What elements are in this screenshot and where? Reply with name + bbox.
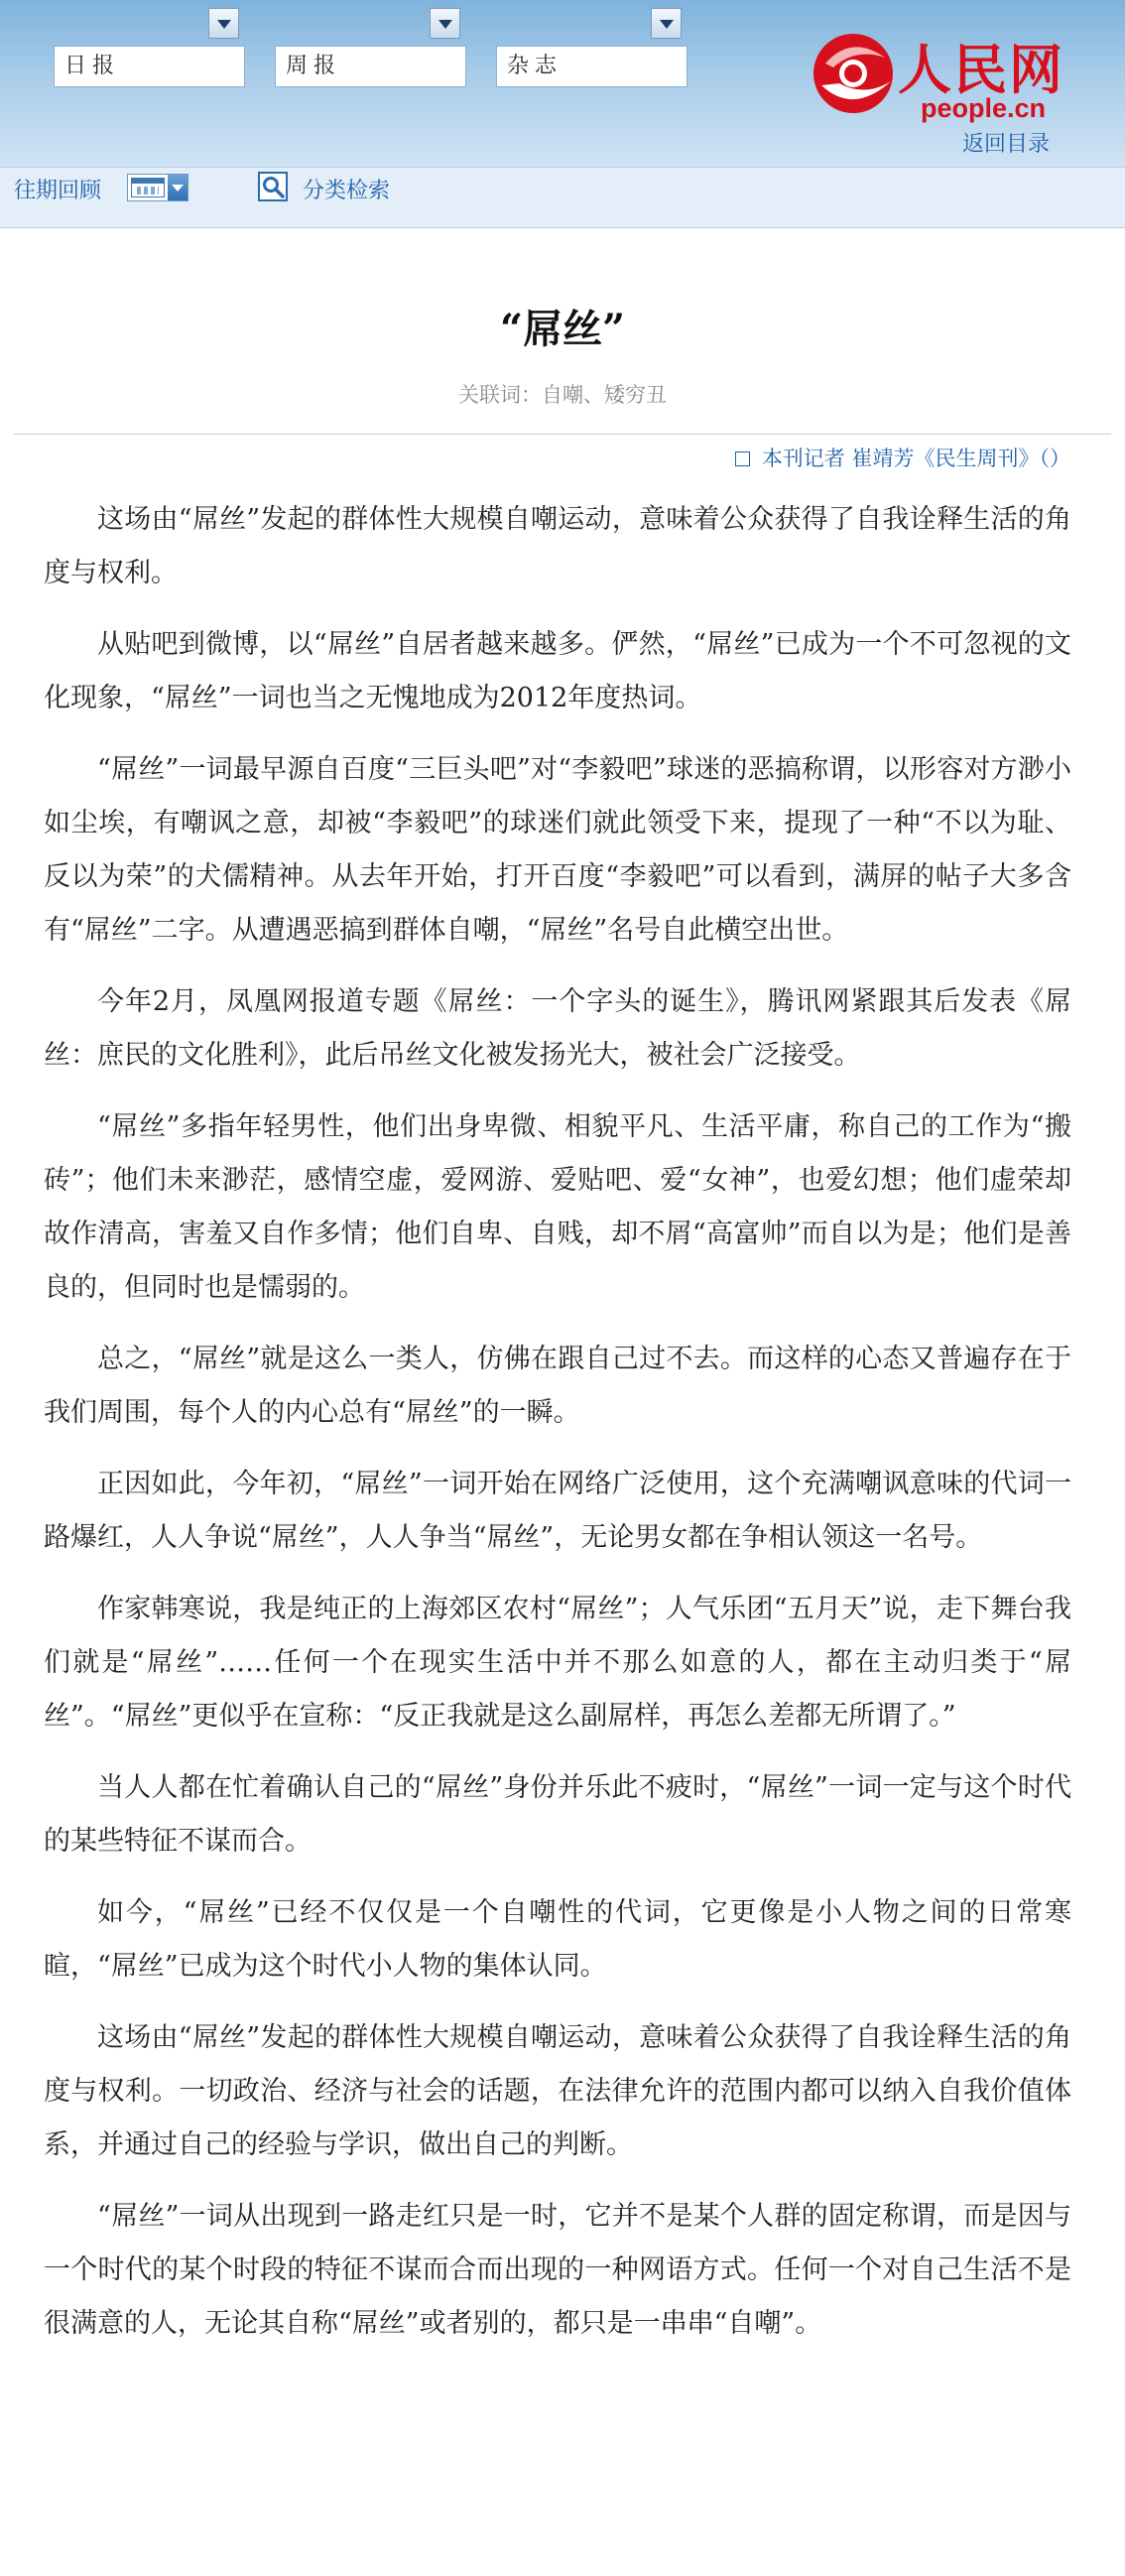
paragraph: 正因如此，今年初，“屌丝”一词开始在网络广泛使用，这个充满嘲讽意味的代词一路爆红，人人争说“屌丝”，人人争当“屌丝”，无论男女都在争相认领这一名号。 bbox=[44, 1469, 1071, 1553]
logo-url: people.cn bbox=[921, 93, 1047, 123]
toolbar bbox=[0, 167, 1125, 228]
article-body bbox=[44, 493, 1071, 2369]
article-byline bbox=[735, 443, 1070, 472]
logo-wordmark: 人民网 bbox=[898, 38, 1064, 101]
paragraph: 如今，“屌丝”已经不仅仅是一个自嘲性的代词，它更像是小人物之间的日常寒暄，“屌丝”已成为这个时代小人物的集体认同。 bbox=[44, 1897, 1071, 1982]
paragraph: 这场由“屌丝”发起的群体性大规模自嘲运动，意味着公众获得了自我诠释生活的角度与权利。一切政治、经济与社会的话题，在法律允许的范围内都可以纳入自我价值体系，并通过自己的经验与学识，做出自己的判断。 bbox=[44, 2022, 1071, 2160]
paragraph: 从贴吧到微博，以“屌丝”自居者越来越多。俨然，“屌丝”已成为一个不可忽视的文化现象，“屌丝”一词也当之无愧地成为2012年度热词。 bbox=[44, 629, 1071, 713]
search-icon[interactable] bbox=[258, 172, 288, 201]
calendar-dropdown-button[interactable] bbox=[127, 174, 188, 201]
weekly-select[interactable]: 周报 bbox=[275, 46, 466, 87]
daily-select[interactable]: 日报 bbox=[54, 46, 245, 87]
back-to-contents-link[interactable]: 返回目录 bbox=[962, 132, 1051, 157]
title-divider bbox=[14, 434, 1111, 435]
magazine-dropdown-button[interactable] bbox=[651, 8, 682, 39]
article-title: “屌丝” bbox=[499, 306, 625, 352]
paragraph: “屌丝”一词最早源自百度“三巨头吧”对“李毅吧”球迷的恶搞称谓，以形容对方渺小如尘埃，有嘲讽之意，却被“李毅吧”的球迷们就此领受下来，提现了一种“不以为耻、反以为荣”的犬儒精神。从去年开始，打开百度“李毅吧”可以看到，满屏的帖子大多含有“屌丝”二字。从遭遇恶搞到群体自嘲，“屌丝”名号自此横空出世。 bbox=[44, 754, 1071, 946]
calendar-icon bbox=[131, 178, 165, 197]
paragraph: 总之，“屌丝”就是这么一类人，仿佛在跟自己过不去。而这样的心态又普遍存在于我们周围，每个人的内心总有“屌丝”的一瞬。 bbox=[44, 1344, 1071, 1428]
magazine-select[interactable]: 杂志 bbox=[496, 46, 688, 87]
weekly-dropdown-button[interactable] bbox=[430, 8, 460, 39]
paragraph: “屌丝”多指年轻男性，他们出身卑微、相貌平凡、生活平庸，称自己的工作为“搬砖”；他们未来渺茫，感情空虚，爱网游、爱贴吧、爱“女神”，也爱幻想；他们虚荣却故作清高，害羞又自作多情；他们自卑、自贱，却不屑“高富帅”而自以为是；他们是善良的，但同时也是懦弱的。 bbox=[44, 1111, 1071, 1303]
archive-label[interactable]: 往期回顾 bbox=[14, 179, 102, 203]
byline-text: 本刊记者 崔靖芳《民生周刊》（） bbox=[761, 447, 1070, 470]
paragraph: 今年2月，凤凰网报道专题《屌丝：一个字头的诞生》，腾讯网紧跟其后发表《屌丝：庶民的文化胜利》，此后吊丝文化被发扬光大，被社会广泛接受。 bbox=[44, 986, 1071, 1071]
checkbox-icon bbox=[735, 451, 750, 466]
paragraph: 这场由“屌丝”发起的群体性大规模自嘲运动，意味着公众获得了自我诠释生活的角度与权利。 bbox=[44, 504, 1071, 588]
daily-dropdown-button[interactable] bbox=[208, 8, 239, 39]
paragraph: “屌丝”一词从出现到一路走红只是一时，它并不是某个人群的固定称谓，而是因与一个时代的某个时段的特征不谋而合而出现的一种网语方式。任何一个对自己生活不是很满意的人，无论其自称“屌丝”或者别的，都只是一串串“自嘲”。 bbox=[44, 2201, 1071, 2339]
article-keywords: 关联词：自嘲、矮穷丑 bbox=[458, 383, 667, 407]
chevron-down-icon bbox=[168, 175, 188, 200]
paragraph: 当人人都在忙着确认自己的“屌丝”身份并乐此不疲时，“屌丝”一词一定与这个时代的某些特征不谋而合。 bbox=[44, 1772, 1071, 1857]
paragraph: 作家韩寒说，我是纯正的上海郊区农村“屌丝”；人气乐团“五月天”说，走下舞台我们就是“屌丝”……任何一个在现实生活中并不那么如意的人，都在主动归类于“屌丝”。“屌丝”更似乎在宣称：“反正我就是这么副屌样，再怎么差都无所谓了。” bbox=[44, 1594, 1071, 1732]
category-search-link[interactable]: 分类检索 bbox=[303, 179, 391, 203]
site-header bbox=[0, 0, 1125, 167]
